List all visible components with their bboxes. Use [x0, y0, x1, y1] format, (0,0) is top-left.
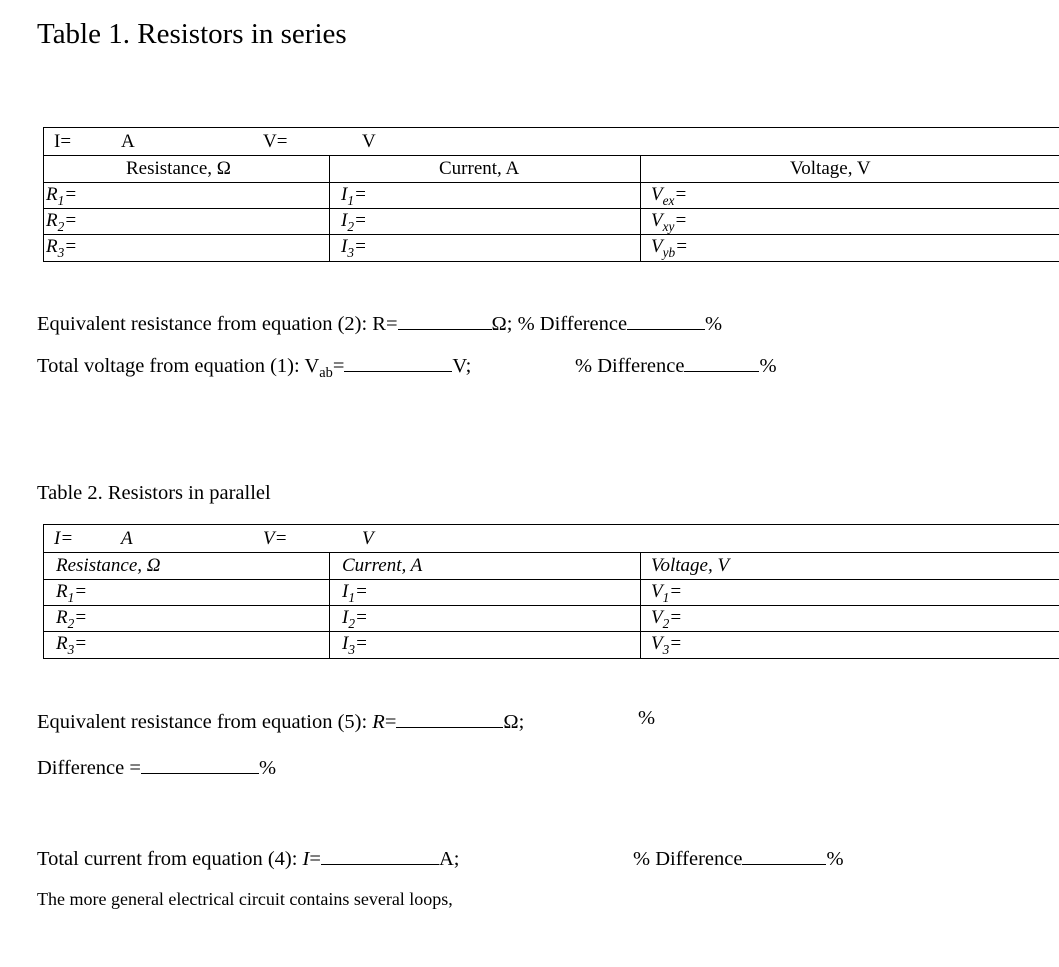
current-unit: A: [121, 131, 135, 152]
v1-label: $V_1=$: [651, 581, 683, 605]
current-header: Current, A: [439, 158, 520, 179]
voltage-unit: V: [362, 131, 376, 152]
table1-title: Table 1. Resistors in series: [37, 18, 347, 50]
voltage-header: Voltage, V: [790, 158, 871, 179]
voltage-difference: % Difference %: [575, 351, 777, 378]
vyb-label: $V_{yb}=$: [651, 236, 688, 260]
voltage-header: Voltage, V: [651, 555, 730, 576]
series-table: [43, 127, 1059, 262]
vab-blank[interactable]: [344, 351, 452, 372]
rp-blank[interactable]: [396, 707, 503, 728]
total-current-line: Total current from equation (4): I= A;: [37, 844, 459, 871]
r3-label: $R_3=$: [56, 633, 88, 657]
v3-label: $V_3=$: [651, 633, 683, 657]
footer-text: The more general electrical circuit contains several loops,: [37, 889, 453, 909]
current-difference: % Difference %: [633, 844, 844, 871]
difference-blank[interactable]: [141, 753, 259, 774]
difference-line: Difference = %: [37, 753, 276, 780]
r1-label: $R_1=$: [56, 581, 88, 605]
i1-label: $I_1=$: [341, 184, 367, 208]
i2-label: $I_2=$: [341, 210, 367, 234]
r1-label: $R_1=$: [46, 184, 78, 208]
r2-label: $R_2=$: [56, 607, 88, 631]
i1-label: $I_1=$: [342, 581, 368, 605]
voltage-input-label: V=: [263, 131, 288, 152]
total-voltage-line: Total voltage from equation (1): $V_{ab}= V$;: [37, 351, 471, 382]
equivalent-resistance-line: Equivalent resistance from equation (2): R= Ω; % Difference %: [37, 309, 722, 336]
v2-label: $V_2=$: [651, 607, 683, 631]
r3-label: $R_3=$: [46, 236, 78, 260]
current-input-label: I=: [54, 131, 72, 152]
current-unit: A: [121, 528, 133, 549]
resistance-header: Resistance, Ω: [56, 555, 161, 576]
vab-diff-blank[interactable]: [684, 351, 759, 372]
r-blank[interactable]: [398, 309, 492, 330]
vxy-label: $V_{xy}=$: [651, 210, 688, 234]
i3-label: $I_3=$: [341, 236, 367, 260]
equivalent-resistance-parallel-line: Equivalent resistance from equation (5): R= Ω;: [37, 707, 524, 734]
i3-label: $I_3=$: [342, 633, 368, 657]
current-input-label: I=: [54, 528, 74, 549]
parallel-table: [43, 524, 1059, 659]
r2-label: $R_2=$: [46, 210, 78, 234]
table2-title: Table 2. Resistors in parallel: [37, 482, 271, 504]
rp-percent: %: [638, 707, 656, 729]
total-current-blank[interactable]: [321, 844, 439, 865]
resistance-header: Resistance, Ω: [126, 158, 231, 179]
r-diff-blank[interactable]: [627, 309, 705, 330]
current-header: Current, A: [342, 555, 423, 576]
voltage-unit: V: [362, 528, 374, 549]
i2-label: $I_2=$: [342, 607, 368, 631]
vex-label: $V_{ex}=$: [651, 184, 688, 208]
current-diff-blank[interactable]: [742, 844, 826, 865]
voltage-input-label: V=: [263, 528, 288, 549]
